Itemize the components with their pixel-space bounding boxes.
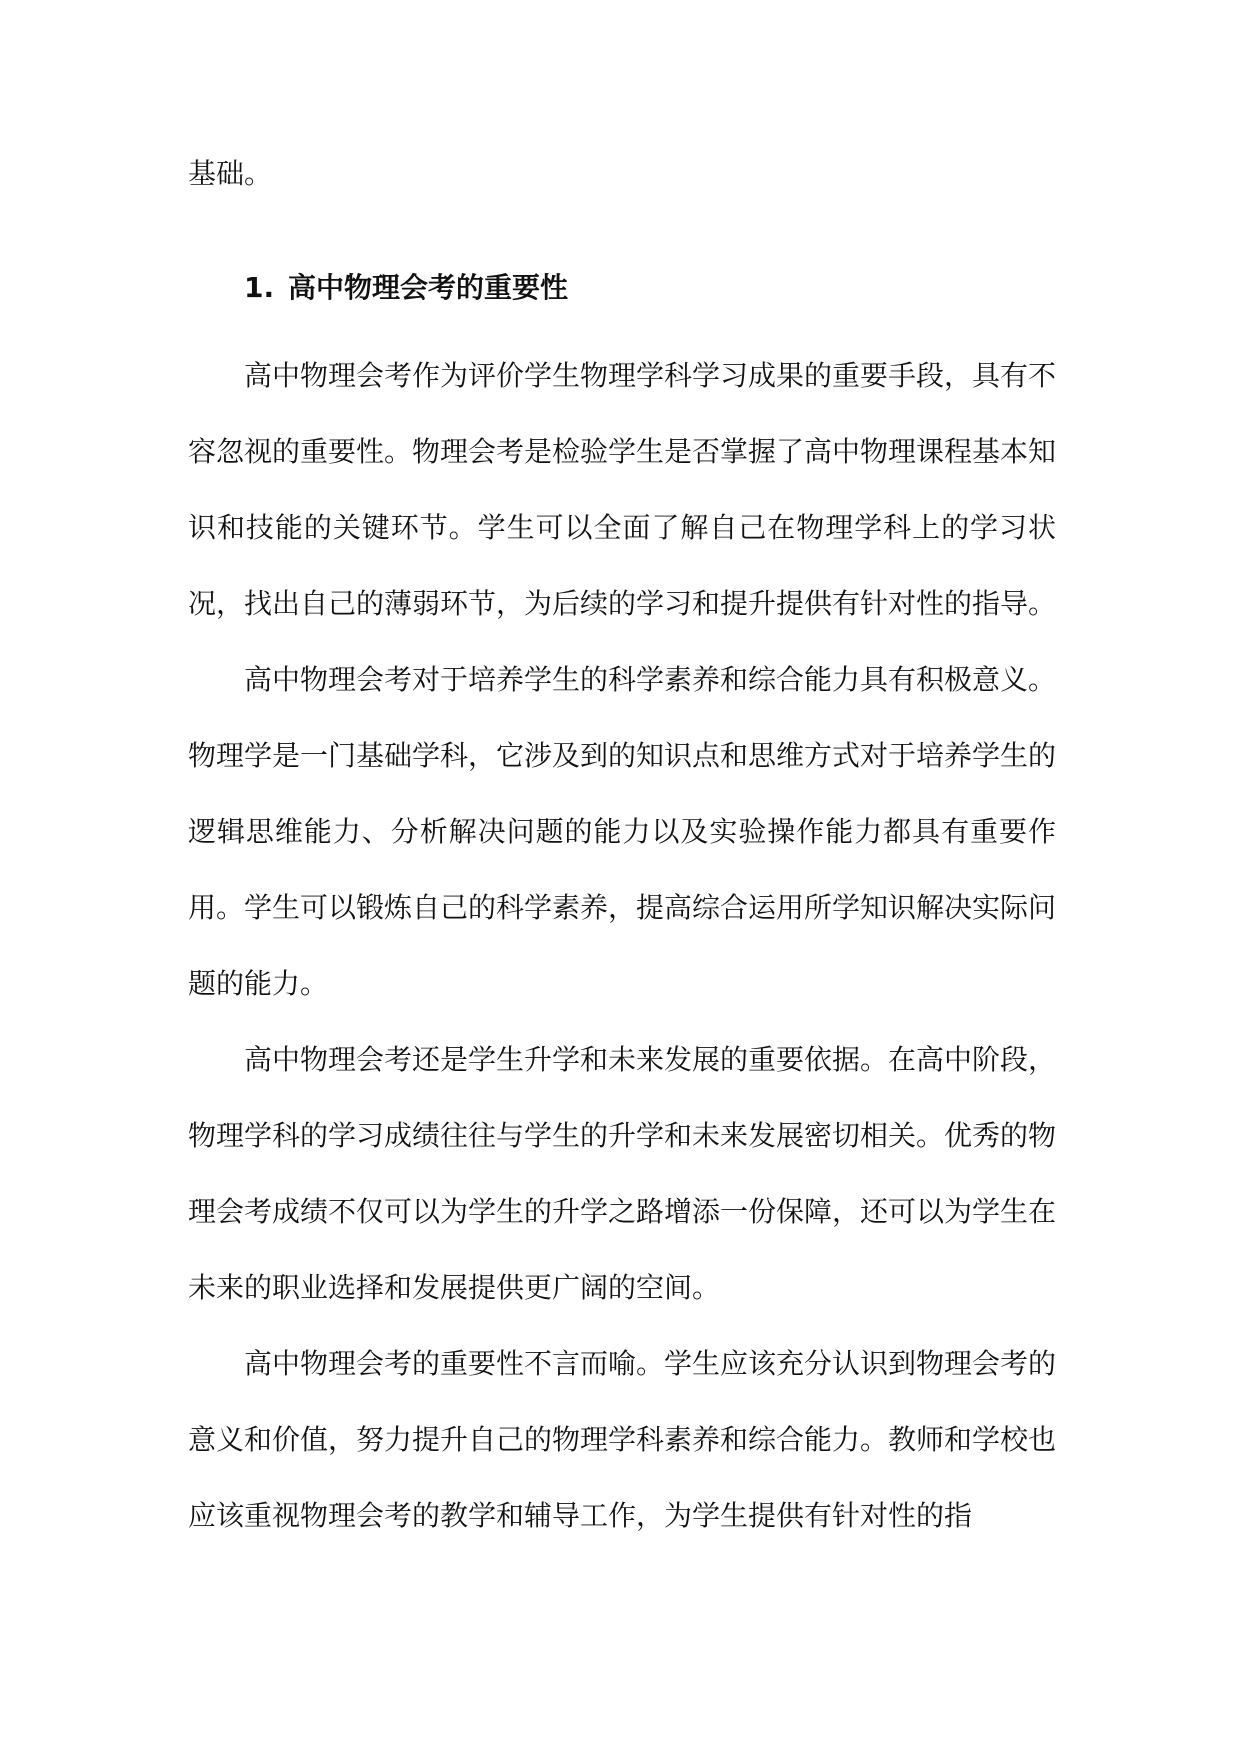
section-number: 1. [244,271,275,304]
paragraph-2: 高中物理会考对于培养学生的科学素养和综合能力具有积极意义。物理学是一门基础学科，它涉及到的知识点和思维方式对于培养学生的逻辑思维能力、分析解决问题的能力以及实验操作能力都具有重要作用。学生可以锻炼自己的科学素养，提高综合运用所学知识解决实际问题的能力。 [188,663,1057,1000]
paragraph-3: 高中物理会考还是学生升学和未来发展的重要依据。在高中阶段，物理学科的学习成绩往往与学生的升学和未来发展密切相关。优秀的物理会考成绩不仅可以为学生的升学之路增添一份保障，还可以为学生在未来的职业选择和发展提供更广阔的空间。 [188,1043,1057,1304]
section-title: 高中物理会考的重要性 [288,271,569,304]
document-body [188,136,1056,1554]
paragraph-4: 高中物理会考的重要性不言而喻。学生应该充分认识到物理会考的意义和价值，努力提升自己的物理学科素养和综合能力。教师和学校也应该重视物理会考的教学和辅导工作，为学生提供有针对性的指 [188,1347,1057,1532]
section-heading [188,212,1056,308]
paragraph-1: 高中物理会考作为评价学生物理学科学习成果的重要手段，具有不容忽视的重要性。物理会考是检验学生是否掌握了高中物理课程基本知识和技能的关键环节。学生可以全面了解自己在物理学科上的学习状况，找出自己的薄弱环节，为后续的学习和提升提供有针对性的指导。 [188,359,1057,620]
continued-text: 基础。 [188,157,273,190]
